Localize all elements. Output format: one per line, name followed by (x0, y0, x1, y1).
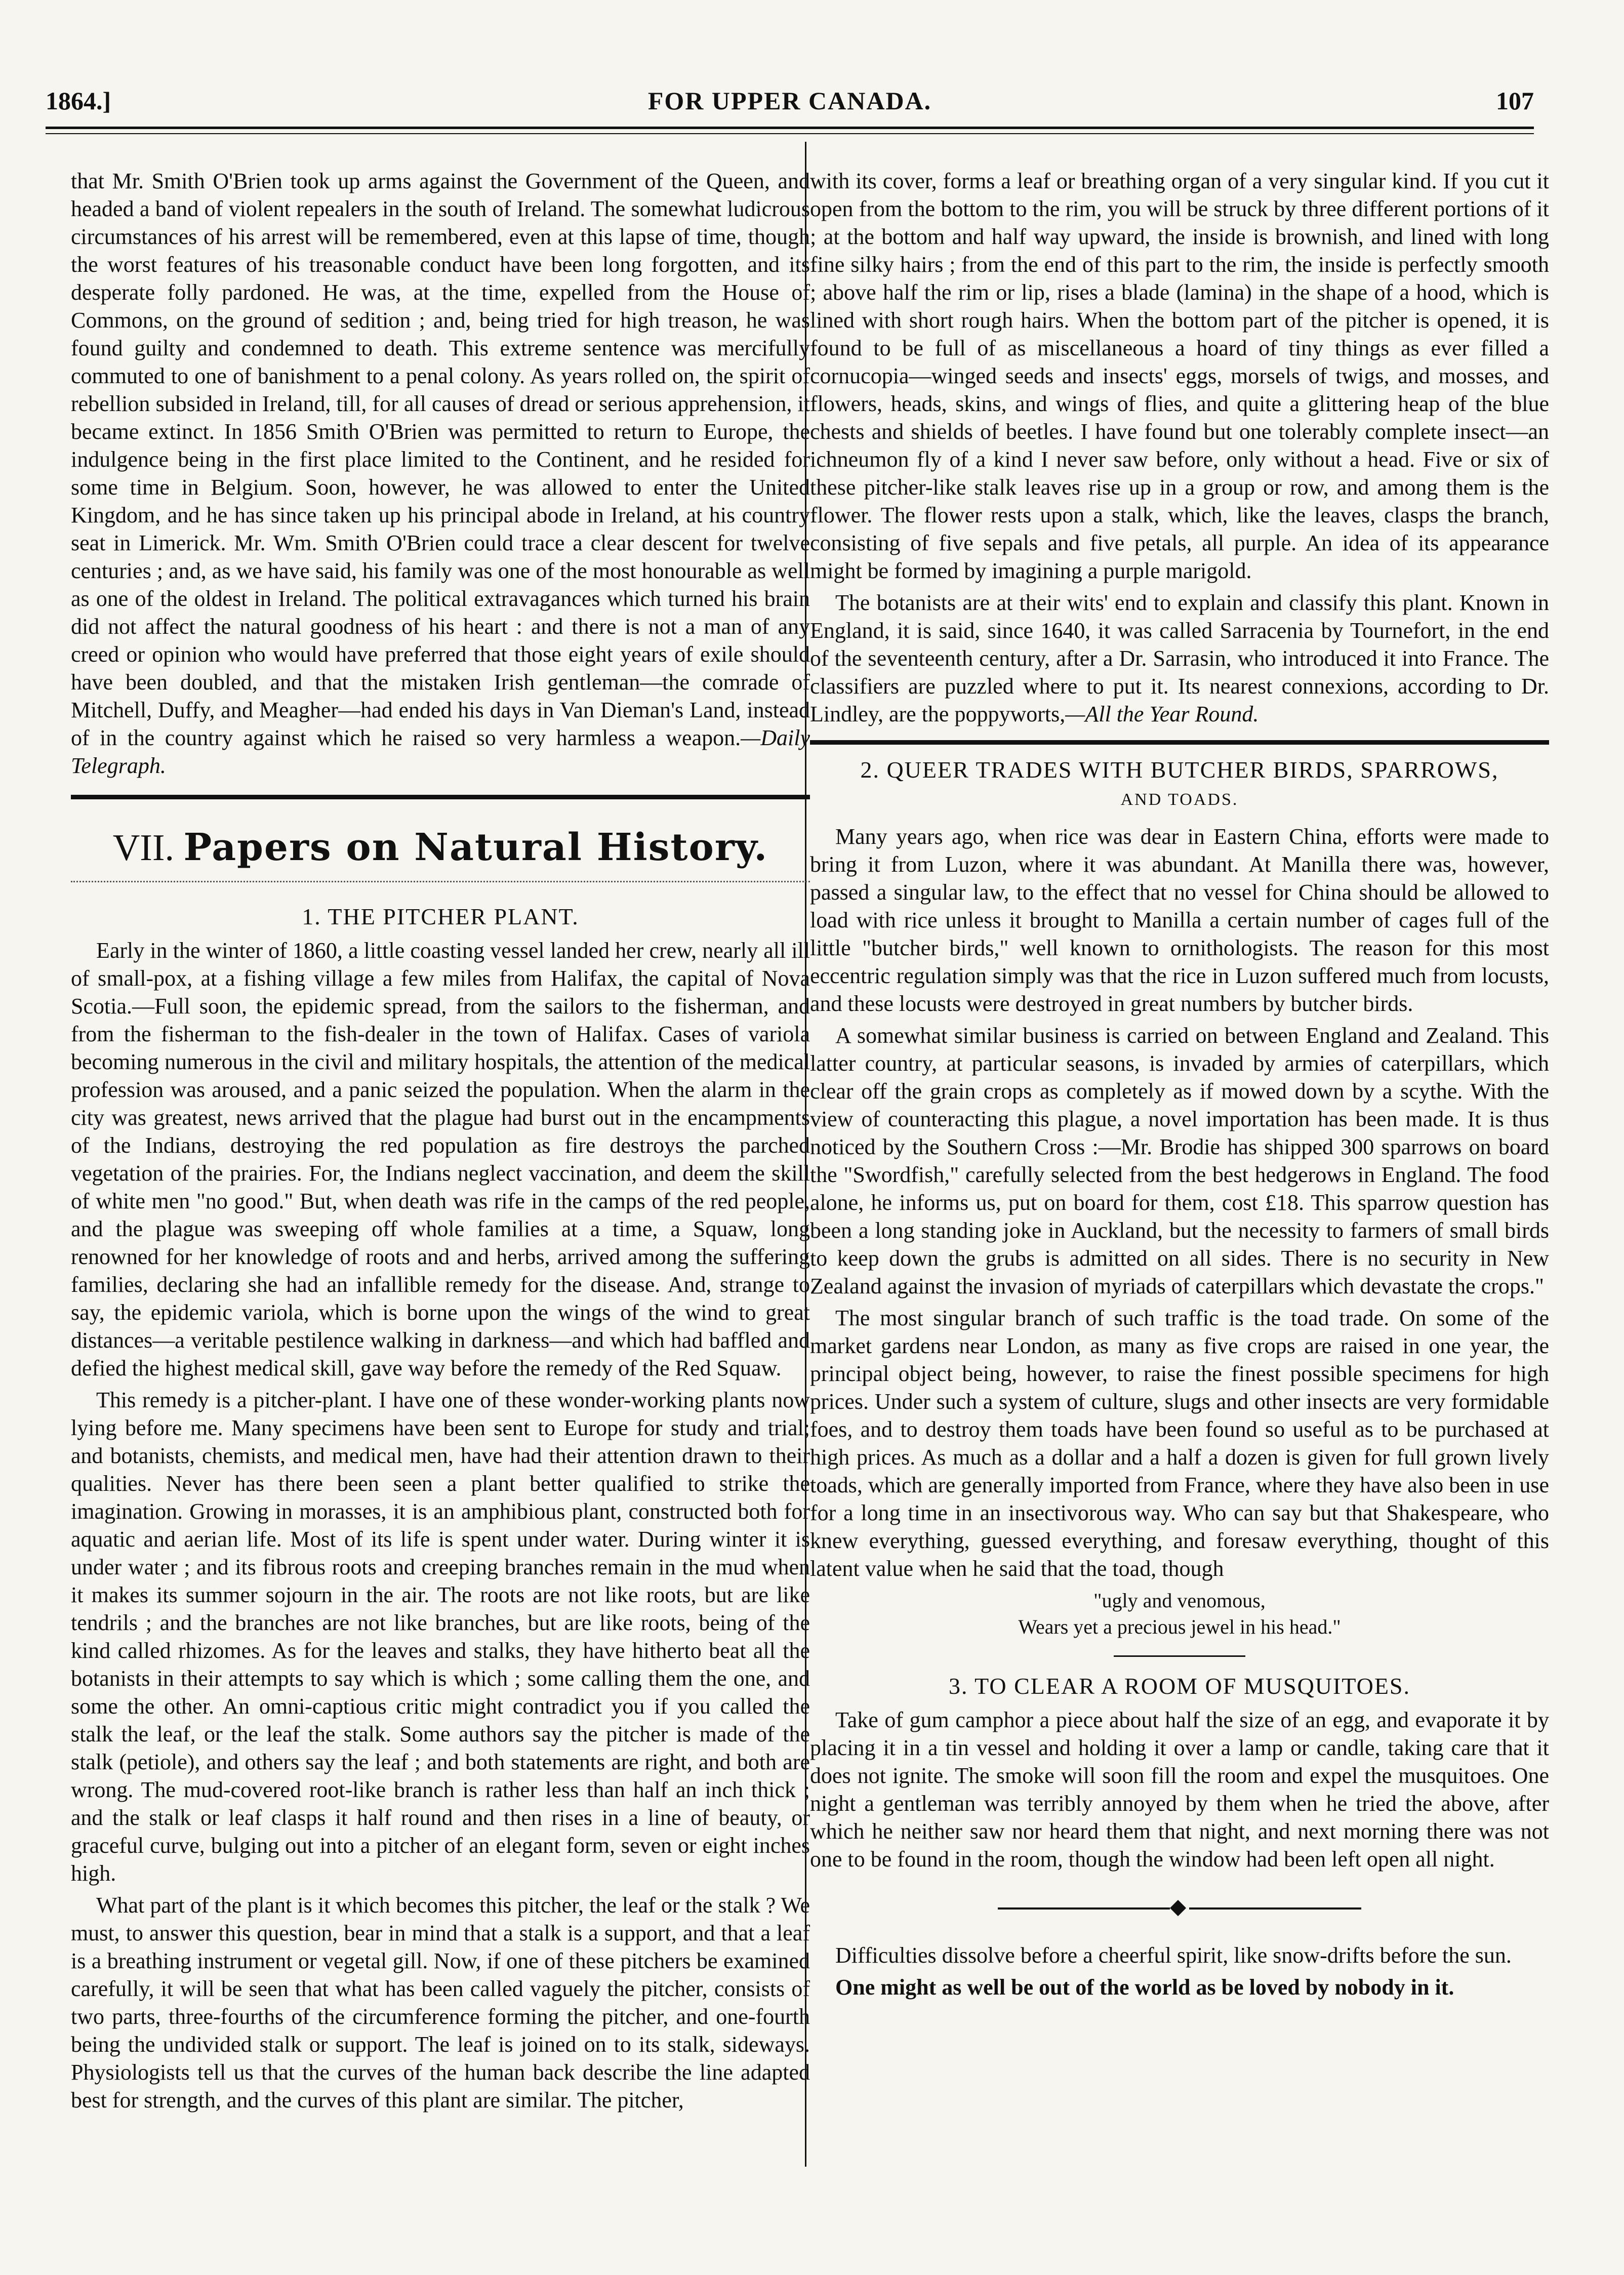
section-heading (71, 820, 810, 876)
left-column (71, 167, 810, 2118)
header-year: 1864.] (46, 87, 111, 115)
article-title-queer-trades: 2. QUEER TRADES WITH BUTCHER BIRDS, SPARROWS, (860, 757, 1499, 783)
article-title-musquitoes: 3. TO CLEAR A ROOM OF MUSQUITOES. (948, 1673, 1411, 1699)
section-divider (71, 881, 810, 882)
section-numeral: VII. (112, 827, 175, 869)
article-divider (1114, 1655, 1245, 1657)
carryover-source: —Daily Telegraph. (71, 725, 810, 778)
header-rule (46, 127, 1534, 134)
quote-line: Wears yet a precious jewel in his head." (1018, 1615, 1341, 1638)
quote-line: "ugly and venomous, (1093, 1589, 1266, 1612)
carryover-paragraph (71, 167, 810, 780)
page-header (46, 76, 1534, 121)
ornamental-divider: ◆ (810, 1893, 1549, 1921)
page-number: 107 (1496, 87, 1534, 115)
article2-paragraph: Many years ago, when rice was dear in Eastern China, efforts were made to bring it from Luzon, where it was abundant. At Manilla there was, however, passed a singular law, to the effect that no vessel for China should be allowed to load with rice unless it brought to Manilla a certain number of cages full of the little "butcher birds," well known to ornithologists. The reason for this most eccentric regulation simply was that the rice in Luzon suffered much from locusts, and these locusts were destroyed in great numbers by butcher birds. (810, 824, 1549, 1016)
carryover-paragraph (810, 589, 1549, 728)
carryover-text: The botanists are at their wits' end to explain and classify this plant. Known in England, it is said, since 1640, it was called Sarracenia by Tournefort, in the end of the seventeenth century, after a Dr. Sarrasin, who introduced it into France. The classifiers are puzzled where to put it. Its nearest connexions, according to Dr. Lindley, are the poppyworts, (810, 590, 1549, 726)
maxim: One might as well be out of the world as be loved by nobody in it. (835, 1975, 1454, 2000)
carryover-text: that Mr. Smith O'Brien took up arms against the Government of the Queen, and headed a band of violent repealers in the south of Ireland. The somewhat ludicrous circumstances of his arrest will be remembered, even at this lapse of time, though the worst features of his treasonable conduct have been long forgotten, and its desperate folly pardoned. He was, at the time, expelled from the House of Commons, on the ground of sedition ; and, being tried for high treason, he was found guilty and condemned to death. This extreme sentence was mercifully commuted to one of banishment to a penal colony. As years rolled on, the spirit of rebellion subsided in Ireland, till, for all causes of dread or serious apprehension, it became extinct. In 1856 Smith O'Brien was permitted to return to Europe, the indulgence being in the first place limited to the Continent, and he resided for some time in Belgium. Soon, however, he was allowed to enter the United Kingdom, and he has since taken up his principal abode in Ireland, at his country seat in Limerick. Mr. Wm. Smith O'Brien could trace a clear descent for twelve centuries ; and, as we have said, his family was one of the most honourable as well as one of the oldest in Ireland. The political extravagances which turned his brain did not affect the natural goodness of his heart : and there is not a man of any creed or opinion who would have preferred that those eight years of exile should have been doubled, and that the mistaken Irish gentleman—the comrade of Mitchell, Duffy, and Meagher—had ended his days in Van Dieman's Land, instead of in the country against which he raised so very harmless a weapon. (71, 169, 810, 750)
maxim: Difficulties dissolve before a cheerful spirit, like snow-drifts before the sun. (835, 1943, 1512, 1968)
article-subtitle: AND TOADS. (1120, 790, 1239, 809)
article1-paragraph: What part of the plant is it which becomes this pitcher, the leaf or the stalk ? We must, to answer this question, bear in mind that a stalk is a support, and that a leaf is a breathing instrument or vegetal gill. Now, if one of these pitchers be examined carefully, it will be seen that what has been called vaguely the pitcher, consists of two parts, three-fourths of the circumference forming the pitcher, and one-fourth being the undivided stalk or support. The leaf is joined on to its stalk, sideways. Physiologists tell us that the curves of the human back describe the line adapted best for strength, and the curves of this plant are similar. The pitcher, (71, 1893, 810, 2112)
header-title: FOR UPPER CANADA. (647, 87, 932, 115)
section-rule (71, 795, 810, 799)
article-title-pitcher-plant: 1. THE PITCHER PLANT. (302, 904, 579, 929)
carryover-paragraph: with its cover, forms a leaf or breathing organ of a very singular kind. If you cut it open from the bottom to the rim, you will be struck by three different portions of it ; at the bottom and half way upward, the inside is brownish, and lined with long fine silky hairs ; from the end of this part to the rim, the inside is perfectly smooth ; above half the rim or lip, rises a blade (lamina) in the shape of a hood, which is lined with short rough hairs. When the bottom part of the pitcher is opened, it is found to be full of as miscellaneous a hoard of tiny things as ever filled a cornucopia—winged seeds and insects' eggs, morsels of twigs, and mosses, and flowers, heads, skins, and wings of flies, and quite a glittering heap of the blue chests and shields of beetles. I have found but one tolerably complete insect—an ichneumon fly of a kind I never saw before, only without a head. Five or six of these pitcher-like stalk leaves rise up in a group or row, and among them is the flower. The flower rests upon a stalk, which, like the leaves, clasps the branch, consisting of five sepals and five petals, all purple. An idea of its appearance might be formed by imagining a purple marigold. (810, 169, 1549, 583)
section-title: Papers on Natural History. (183, 826, 768, 869)
article2-paragraph: A somewhat similar business is carried on between England and Zealand. This latter country, at particular seasons, is invaded by armies of caterpillars, which clear off the grain crops as completely as if mowed down by a scythe. With the view of counteracting this plague, a novel importation has been made. It is thus noticed by the Southern Cross :—Mr. Brodie has shipped 300 sparrows on board the "Swordfish," carefully selected from the best hedgerows in England. The food alone, he informs us, put on board for them, cost £18. This sparrow question has been a long standing joke in Auckland, but the necessity to farmers of small birds to keep down the grubs is admitted on all sides. There is no security in New Zealand against the invasion of myriads of caterpillars which devastate the crops." (810, 1023, 1549, 1298)
article3-paragraph: Take of gum camphor a piece about half the size of an egg, and evaporate it by placing it in a tin vessel and holding it over a lamp or candle, taking care that it does not ignite. The smoke will soon fill the room and expel the musquitoes. One night a gentleman was terribly annoyed by them when he tried the above, after which he neither saw nor heard them that night, and next morning there was not one to be found in the room, though the window had been left open all night. (810, 1708, 1549, 1872)
verse-quote (810, 1588, 1549, 1640)
carryover-source: —All the Year Round. (1065, 702, 1259, 726)
article1-paragraph: This remedy is a pitcher-plant. I have one of these wonder-working plants now lying before me. Many specimens have been sent to Europe for study and trial; and botanists, chemists, and medical men, have had their attention drawn to their qualities. Never has there been seen a plant better qualified to strike the imagination. Growing in morasses, it is an amphibious plant, constructed both for aquatic and aerian life. Most of its life is spent under water. During winter it is under water ; and its fibrous roots and creeping branches remain in the mud when it makes its summer sojourn in the air. The roots are not like roots, but are like tendrils ; and the branches are not like branches, but are like roots, being of the kind called rhizomes. As for the leaves and stalks, they have hitherto beat all the botanists in their attempts to say which is which ; some calling them the one, and some the other. An omni-captious critic might contradict you if you called the stalk the leaf, or the leaf the stalk. Some authors say the pitcher is made of the stalk (petiole), and others say the leaf ; and both statements are right, and both are wrong. The mud-covered root-like branch is rather less than half an inch thick ; and the stalk or leaf clasps it half round and then rises in a line of beauty, or graceful curve, bulging out into a pitcher of an elegant form, seven or eight inches high. (71, 1388, 810, 1886)
right-column (810, 167, 1549, 2005)
article-rule (810, 740, 1549, 745)
article2-paragraph: The most singular branch of such traffic is the toad trade. On some of the market gardens near London, as many as five crops are raised in one year, the principal object being, however, to raise the finest possible specimens for high prices. Under such a system of culture, slugs and other insects are very formidable foes, and to destroy them toads have been found so useful as to be purchased at high prices. As much as a dollar and a half a dozen is given for full grown lively toads, which are generally imported from France, where they have also been in use for a long time in an insectivorous way. Who can say but that Shakespeare, who knew everything, guessed everything, and foresaw everything, thought of this latent value when he said that the toad, though (810, 1306, 1550, 1581)
article1-paragraph: Early in the winter of 1860, a little coasting vessel landed her crew, nearly all ill of small-pox, at a fishing village a few miles from Halifax, the capital of Nova Scotia.—Full soon, the epidemic spread, from the sailors to the fisherman, and from the fisherman to the fish-dealer in the town of Halifax. Cases of variola becoming numerous in the civil and military hospitals, the attention of the medical profession was aroused, and a panic seized the population. When the alarm in the city was greatest, news arrived that the plague had burst out in the encampments of the Indians, destroying the red population as fire destroys the parched vegetation of the prairies. For, the Indians neglect vaccination, and deem the skill of white men "no good." But, when death was rife in the camps of the red people, and the plague was sweeping off whole families at a time, a Squaw, long renowned for her knowledge of roots and and herbs, arrived among the suffering families, declaring she had an infallible remedy for the disease. And, strange to say, the epidemic variola, which is borne upon the wings of the wind to great distances—a veritable pestilence walking in darkness—and which had baffled and defied the highest medical skill, gave way before the remedy of the Red Squaw. (71, 938, 810, 1380)
